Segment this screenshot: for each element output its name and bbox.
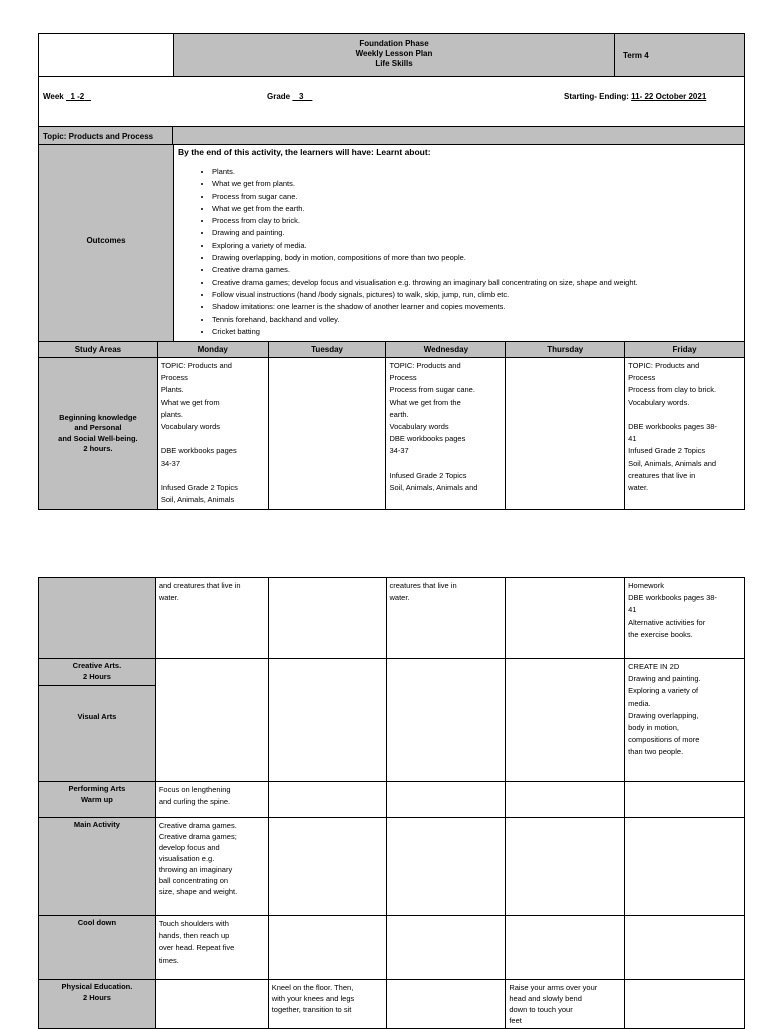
tuesday-cell [268,916,386,980]
col-monday: Monday [157,342,268,358]
thursday-cell [506,659,625,782]
info-row [38,76,745,127]
week-value: 1 -2 [70,92,85,101]
dates-value: 11- 22 October 2021 [631,92,707,101]
column-header-row [39,342,745,358]
monday-cell: Focus on lengthening and curling the spine. [155,782,268,818]
topic-row [38,126,745,145]
friday-cell [625,818,745,916]
study-area-performing-arts: Performing Arts Warm up [39,782,156,818]
col-thursday: Thursday [506,342,625,358]
outcome-item: • What we get from the earth. [212,203,744,215]
outcome-item: • Process from clay to brick. [212,215,744,227]
tuesday-cell [268,818,386,916]
friday-cell [625,916,745,980]
study-area-beginning-knowledge: Beginning knowledge and Personal and Social Well-being. 2 hours. [39,358,158,510]
monday-cell: TOPIC: Products and Process Plants. What we get from plants. Vocabulary words DBE workbooks pages 34-37 Infused Grade 2 Topics Soil, Animals, Animals [157,358,268,510]
outcome-item: • Exploring a variety of media. [212,240,744,252]
wednesday-cell: TOPIC: Products and Process Process from sugar cane. What we get from the earth. Vocabulary words DBE workbooks pages 34-37 Infused Grade 2 Topics Soil, Animals, Animals and [386,358,506,510]
wednesday-cell [386,782,506,818]
table-row [39,659,745,686]
study-area-main-activity: Main Activity [39,818,156,916]
table-row [39,358,745,510]
header-blank-cell [38,33,174,77]
table-row [39,818,745,916]
wednesday-cell [386,818,506,916]
friday-cell: Homework DBE workbooks pages 38- 41 Alternative activities for the exercise books. [625,578,745,659]
week-label: Week [43,92,64,101]
study-area-creative-arts: Creative Arts. 2 Hours [39,659,156,686]
tuesday-cell [268,659,386,782]
outcome-item: • Process from sugar cane. [212,191,744,203]
grade-value: 3 [299,92,304,101]
thursday-cell: Raise your arms over your head and slowly bend down to touch your feet [506,980,625,1029]
tuesday-cell [268,358,386,510]
friday-cell [625,980,745,1029]
weekly-table-page-2 [38,577,745,1029]
outcome-item: • Plants. [212,166,744,178]
outcome-item: • Creative drama games. [212,264,744,276]
phase-title: Foundation Phase [359,39,429,48]
outcome-item: • Tennis forehand, backhand and volley. [212,314,744,326]
term-label: Term 4 [623,51,649,60]
dates-label: Starting- Ending: [564,92,629,101]
monday-cell: Touch shoulders with hands, then reach up over head. Repeat five times. [155,916,268,980]
outcome-item: • Creative drama games; develop focus and visualisation e.g. throwing an imaginary ball concentrating on size, shape and weight. [212,277,744,289]
tuesday-cell [268,782,386,818]
col-friday: Friday [625,342,745,358]
outcome-item: • Shadow imitations: one learner is the shadow of another learner and copies movements. [212,301,744,313]
thursday-cell [506,916,625,980]
outcome-item: • Follow visual instructions (hand /body signals, pictures) to walk, skip, jump, run, climb etc. [212,289,744,301]
subject-title: Life Skills [375,59,413,68]
friday-cell: TOPIC: Products and Process Process from clay to brick. Vocabulary words. DBE workbooks pages 38- 41 Infused Grade 2 Topics Soil, Animals, Animals and creatures that live in water. [625,358,745,510]
tuesday-cell: Kneel on the floor. Then, with your knees and legs together, transition to sit [268,980,386,1029]
outcomes-intro: By the end of this activity, the learners will have: Learnt about: [178,147,431,157]
friday-cell [625,782,745,818]
topic-text: Topic: Products and Process [43,132,154,141]
monday-cell: Creative drama games. Creative drama games; develop focus and visualisation e.g. throwing an imaginary ball concentrating on size, shape and weight. [155,818,268,916]
col-wednesday: Wednesday [386,342,506,358]
topic-divider [172,126,173,145]
study-area-physical-education: Physical Education. 2 Hours [39,980,156,1029]
wednesday-cell [386,980,506,1029]
study-area-blank [39,578,156,659]
outcome-item: • Cricket batting [212,326,744,338]
grade-label: Grade [267,92,291,101]
study-area-cool-down: Cool down [39,916,156,980]
monday-cell: and creatures that live in water. [155,578,268,659]
term-cell [614,33,745,77]
thursday-cell [506,818,625,916]
thursday-cell [506,782,625,818]
plan-title: Weekly Lesson Plan [355,49,433,58]
wednesday-cell [386,659,506,782]
outcome-item: • What we get from plants. [212,178,744,190]
monday-cell [155,659,268,782]
study-area-visual-arts: Visual Arts [39,686,156,782]
thursday-cell [506,358,625,510]
table-row [39,916,745,980]
monday-cell [155,980,268,1029]
friday-cell: CREATE IN 2D Drawing and painting. Exploring a variety of media. Drawing overlapping, body in motion, compositions of more than two people. [625,659,745,782]
table-row [39,980,745,1029]
outcomes-list [178,166,744,338]
table-row [39,578,745,659]
header-title-cell [173,33,615,77]
outcomes-label-cell [38,144,174,342]
tuesday-cell [268,578,386,659]
wednesday-cell [386,916,506,980]
wednesday-cell: creatures that live in water. [386,578,506,659]
col-tuesday: Tuesday [268,342,386,358]
col-study-areas: Study Areas [39,342,158,358]
outcomes-content-cell [173,144,745,342]
weekly-table-page-1 [38,341,745,510]
outcomes-label: Outcomes [86,236,126,245]
outcome-item: • Drawing overlapping, body in motion, compositions of more than two people. [212,252,744,264]
outcome-item: • Drawing and painting. [212,227,744,239]
thursday-cell [506,578,625,659]
table-row [39,782,745,818]
